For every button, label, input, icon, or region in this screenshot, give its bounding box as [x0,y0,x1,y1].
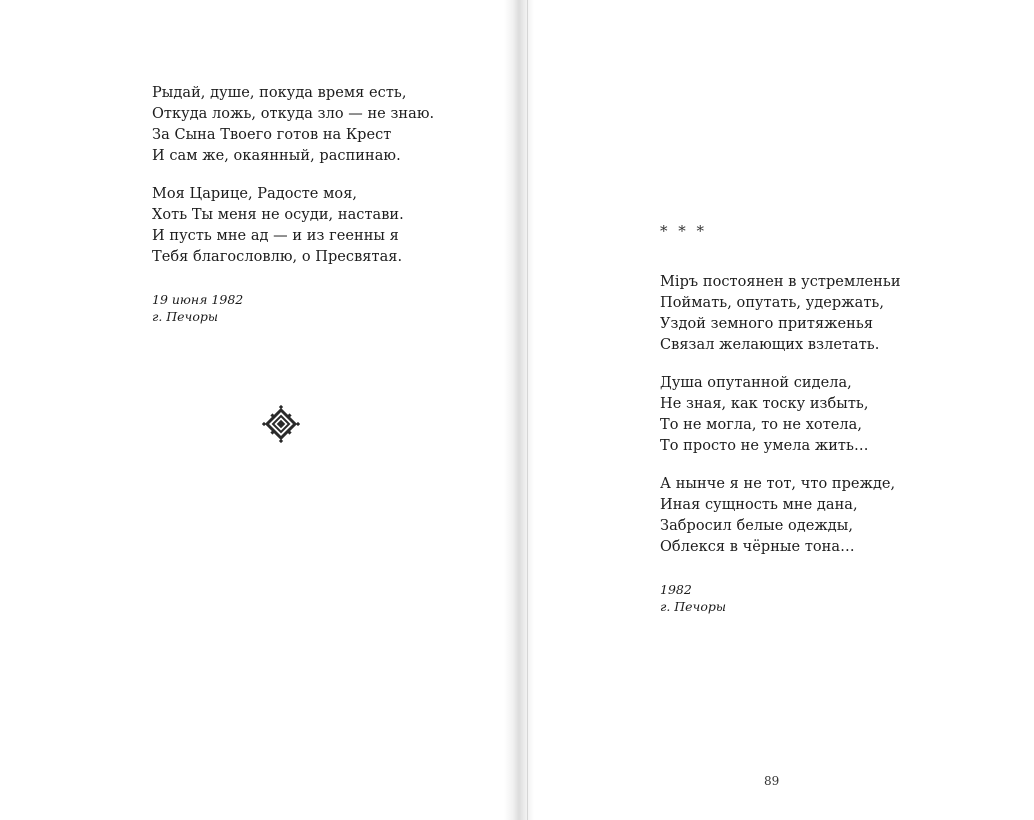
right-poem [660,272,901,575]
left-dateline [152,291,243,325]
poem-line: Хоть Ты меня не осуди, настави. [152,207,404,223]
poem-line: Тебя благословлю, о Пресвятая. [152,249,403,265]
poem-line: Забросил белые одежды, [660,518,854,534]
poem-line: Міръ постоянен в устремленьи [660,274,901,290]
book-gutter [504,0,534,820]
poem-line: Откуда ложь, откуда зло — не знаю. [152,106,435,122]
poem-date: 19 июня 1982 [152,292,244,307]
gutter-fold-line [527,0,528,820]
poem-line: Иная сущность мне дана, [660,497,858,513]
poem-line: Облекся в чёрные тона… [660,539,855,555]
poem-line: Душа опутанной сидела, [660,375,852,391]
poem-line: И пусть мне ад — и из геенны я [152,228,399,244]
section-separator: * * * [660,222,708,240]
poem-line: Моя Царице, Радосте моя, [152,186,358,202]
poem-line: И сам же, окаянный, распинаю. [152,148,401,164]
stanza [660,373,901,457]
poem-line: За Сына Твоего готов на Крест [152,127,392,143]
folk-diamond-ornament-icon [262,405,300,443]
poem-line: Не зная, как тоску избыть, [660,396,869,412]
stanza [152,83,434,167]
poem-line: То не могла, то не хотела, [660,417,863,433]
page-number: 89 [764,774,780,788]
poem-line: Связал желающих взлетать. [660,337,880,353]
stanza [660,272,901,356]
stanza [660,474,901,558]
poem-line: Поймать, опутать, удержать, [660,295,885,311]
poem-line: То просто не умела жить… [660,438,869,454]
poem-place: г. Печоры [152,309,219,324]
left-poem [152,83,434,285]
poem-date: 1982 [660,582,692,597]
stanza [152,184,434,268]
right-dateline [660,581,726,615]
poem-line: Рыдай, душе, покуда время есть, [152,85,407,101]
poem-line: А нынче я не тот, что прежде, [660,476,896,492]
poem-line: Уздой земного притяженья [660,316,874,332]
poem-place: г. Печоры [660,599,727,614]
